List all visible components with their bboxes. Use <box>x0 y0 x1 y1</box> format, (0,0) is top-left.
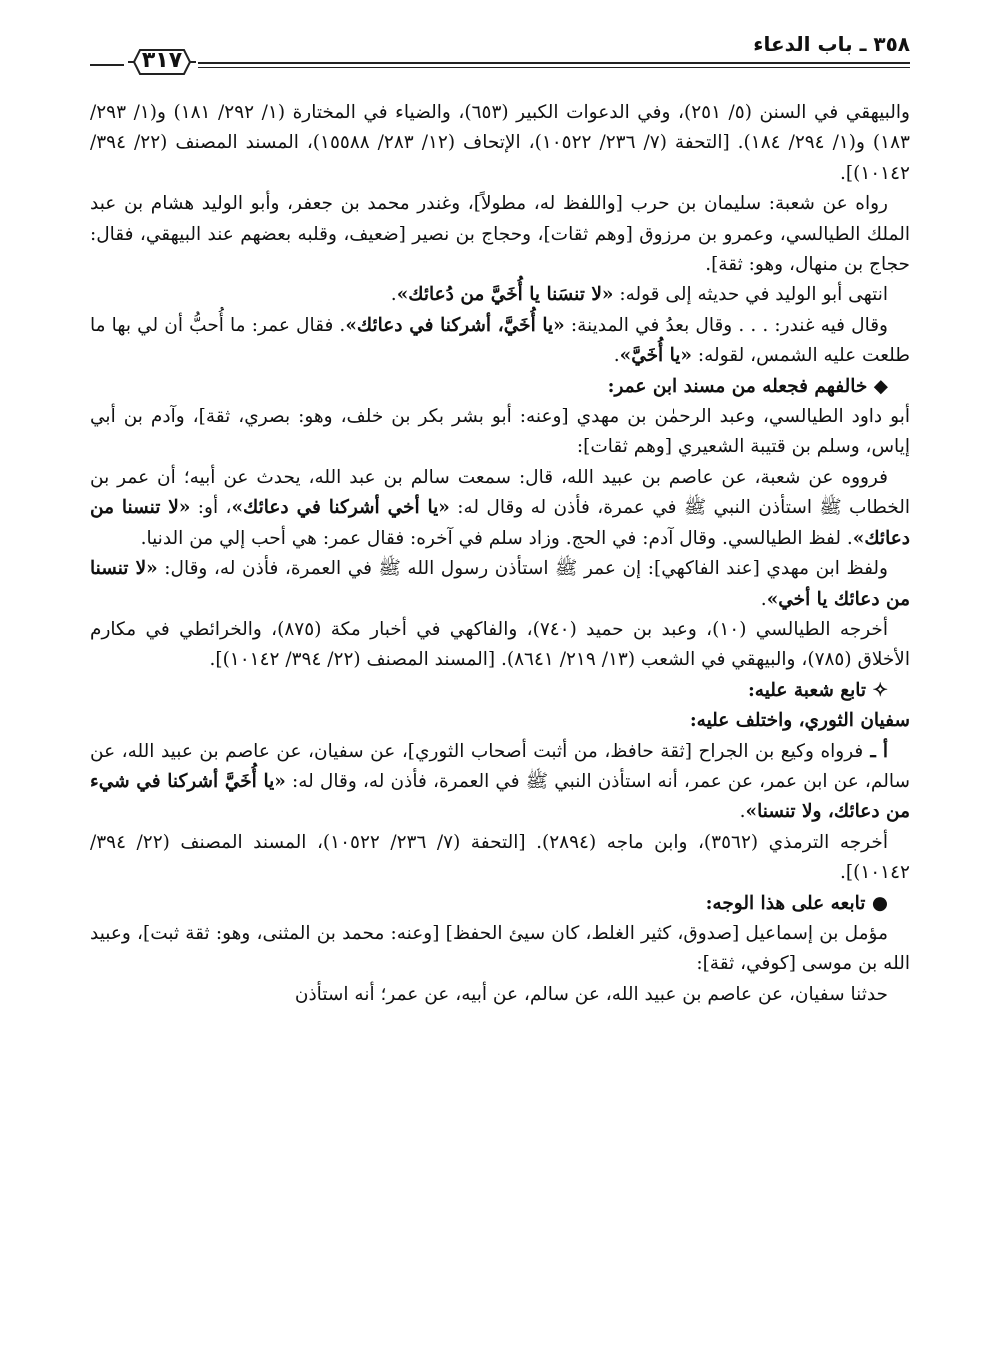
header-rule-thin <box>198 67 910 68</box>
text-segment: أخرجه الطيالسي (١٠)، وعبد بن حميد (٧٤٠)، والفاكهي في أخبار مكة (٨٧٥)، والخرائطي في مكارم الأخلاق (٧٨٥)، والبيهقي في الشعب (١٣/ ٢١٩/ ٨٦٤١). [المسند المصنف (٢٢/ ٣٩٤/ ١٠١٤٢)]. <box>90 618 910 671</box>
text-segment: مؤمل بن إسماعيل [صدوق، كثير الغلط، كان سيئ الحفظ] [وعنه: محمد بن المثنى، وهو: ثقة ثبت]، وعبيد الله بن موسى [كوفي، ثقة]: <box>90 922 910 975</box>
header-rule <box>198 62 910 64</box>
paragraph <box>90 980 910 1010</box>
text-segment: والبيهقي في السنن (٥/ ٢٥١)، وفي الدعوات الكبير (٦٥٣)، والضياء في المختارة (١/ ٢٩٢/ ١٨١) و(١/ ٢٩٣/ ١٨٣) و(١/ ٢٩٤/ ١٨٤). [التحفة (٧/ ٢٣٦/ ١٠٥٢٢)، الإتحاف (١٢/ ٢٨٣/ ١٥٥٨٨)، المسند المصنف (٢٢/ ٣٩٤/ ١٠١٤٢)]. <box>90 102 910 184</box>
bold-text-segment: خالفهم فجعله من مسند ابن عمر: <box>607 375 868 397</box>
section-heading <box>90 706 910 736</box>
bold-text-segment: «يا أُخَيَّ أشركنا في شيء من دعائك، ولا تنسنا» <box>90 770 910 823</box>
section-heading <box>90 889 910 919</box>
paragraph <box>90 402 910 463</box>
header-rule-left <box>90 64 124 66</box>
text-segment: . <box>390 284 397 306</box>
page-number-badge <box>126 42 198 82</box>
bold-text-segment: «لا تنسنا من دعائك» <box>90 497 910 549</box>
text-segment: . لفظ الطيالسي. وقال آدم: في الحج. وزاد سلم في آخره: فقال عمر: هي أحب إلي من الدنيا. <box>140 527 853 549</box>
section-heading <box>90 676 910 706</box>
paragraph <box>90 737 910 828</box>
paragraph <box>90 828 910 889</box>
paragraph <box>90 554 910 615</box>
bold-text-segment: تابعه على هذا الوجه: <box>705 892 866 914</box>
text-segment: . <box>760 588 767 610</box>
bold-text-segment: «لا تنسَنا يا أُخَيَّ من دُعائك» <box>396 284 614 306</box>
text-segment: ، أو: <box>190 497 232 519</box>
text-segment: وقال فيه غندر: . . . وقال بعدُ في المدينة: <box>564 314 888 336</box>
paragraph <box>90 463 910 554</box>
text-segment: . <box>613 345 620 367</box>
main-text <box>90 98 910 1010</box>
paragraph <box>90 919 910 980</box>
text-segment: ولفظ ابن مهدي [عند الفاكهي]: إن عمر ﷺ استأذن رسول الله ﷺ في العمرة، فأذن له، وقال: <box>157 558 888 580</box>
paragraph <box>90 311 910 372</box>
page-header <box>90 28 910 88</box>
bold-text-segment: ● <box>865 892 888 914</box>
bold-text-segment: ◆ <box>867 375 888 397</box>
bold-text-segment: أ ـ <box>863 740 888 762</box>
bold-text-segment: «يا أُخَيَّ، أشركنا في دعائك» <box>345 314 565 336</box>
bold-text-segment: «يا أخي أشركنا في دعائك» <box>231 497 450 519</box>
paragraph <box>90 280 910 310</box>
bold-text-segment: «يا أُخَيَّ» <box>619 345 692 367</box>
text-segment: أبو داود الطيالسي، وعبد الرحمٰن بن مهدي [وعنه: أبو بشر بكر بن خلف، وهو: بصري، ثقة]، وآدم بن أبي إياس، وسلم بن قتيبة الشعيري [وهم ثقات]: <box>90 406 910 458</box>
text-segment: أخرجه الترمذي (٣٥٦٢)، وابن ماجه (٢٨٩٤). [التحفة (٧/ ٢٣٦/ ١٠٥٢٢)، المسند المصنف (٢٢/ ٣٩٤/ ١٠١٤٢)]. <box>90 831 910 884</box>
paragraph <box>90 98 910 189</box>
chapter-title: ٣٥٨ ـ باب الدعاء <box>753 32 910 56</box>
text-segment: انتهى أبو الوليد في حديثه إلى قوله: <box>613 284 888 306</box>
bold-text-segment: ✧ <box>866 679 888 701</box>
paragraph <box>90 189 910 280</box>
paragraph <box>90 615 910 676</box>
page-number: ٣١٧ <box>141 48 183 73</box>
text-segment: رواه عن شعبة: سليمان بن حرب [واللفظ له، مطولاً]، وغندر محمد بن جعفر، وأبو الوليد هشام بن عبد الملك الطيالسي، وعمرو بن مرزوق [وهم ثقات]، وحجاج بن نصير [ضعيف، وقلبه بعضهم عند البيهقي، فقال: حجاج بن منهال، وهو: ثقة]. <box>90 193 910 276</box>
bold-text-segment: «لا تنسنا من دعائك يا أخي» <box>90 558 910 610</box>
text-segment: . فقال عمر: ما أُحبُّ أن لي بها ما طلعت عليه الشمس، لقوله: <box>90 314 910 367</box>
bold-text-segment: تابع شعبة عليه: <box>747 679 867 701</box>
text-segment: . <box>739 801 746 823</box>
bold-text-segment: سفيان الثوري، واختلف عليه: <box>689 710 910 732</box>
section-heading <box>90 372 910 402</box>
text-segment: فرواه وكيع بن الجراح [ثقة حافظ، من أثبت أصحاب الثوري]، عن سفيان، عن عاصم بن عبيد الله، عن سالم، عن ابن عمر، عن عمر، أنه استأذن النبي ﷺ في العمرة، فأذن له، وقال له: <box>90 740 910 792</box>
text-segment: حدثنا سفيان، عن عاصم بن عبيد الله، عن سالم، عن أبيه، عن عمر؛ أنه استأذن <box>294 983 888 1005</box>
text-segment: فرووه عن شعبة، عن عاصم بن عبيد الله، قال: سمعت سالم بن عبد الله، يحدث عن أبيه؛ أن عمر بن الخطاب ﷺ استأذن النبي ﷺ في عمرة، فأذن له وقال له: <box>90 466 910 519</box>
